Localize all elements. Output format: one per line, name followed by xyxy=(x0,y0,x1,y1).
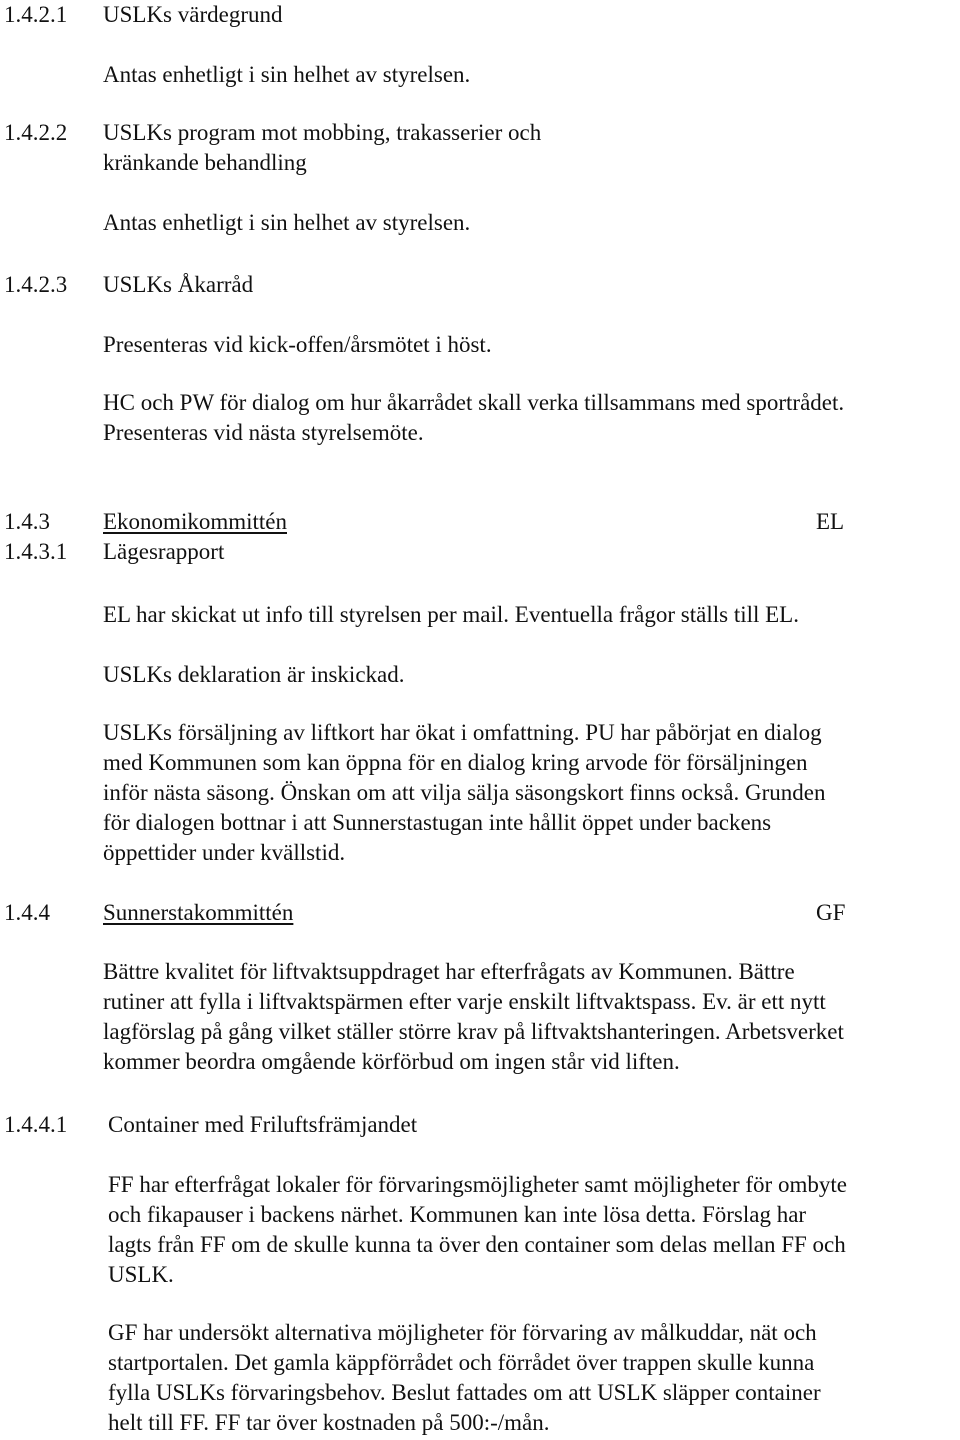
paragraph xyxy=(103,600,953,630)
section-heading: USLKs värdegrund xyxy=(103,2,283,27)
text-line: rutiner att fylla i liftvaktspärmen efter varje enskilt liftvaktspass. Ev. är ett nytt xyxy=(103,989,826,1014)
responsible-initials: EL xyxy=(816,509,845,534)
section-number: 1.4.2.3 xyxy=(4,272,68,297)
text-line: öppettider under kvällstid. xyxy=(103,840,346,865)
text-line: helt till FF. FF tar över kostnaden på 500:-/mån. xyxy=(108,1410,550,1435)
section-number: 1.4.2.1 xyxy=(4,2,68,27)
text-line: kommer beordra omgående körförbud om ingen står vid liften. xyxy=(103,1049,680,1074)
text-line: och fikapauser i backens närhet. Kommunen kan inte lösa detta. Förslag har xyxy=(108,1202,807,1227)
paragraph xyxy=(103,718,953,868)
section-number: 1.4.3 xyxy=(4,509,50,534)
text-line: EL har skickat ut info till styrelsen per mail. Eventuella frågor ställs till EL. xyxy=(103,602,799,627)
paragraph xyxy=(108,1170,958,1290)
text-line: HC och PW för dialog om hur åkarrådet skall verka tillsammans med sportrådet. xyxy=(103,390,845,415)
text-line: GF har undersökt alternativa möjligheter för förvaring av målkuddar, nät och xyxy=(108,1320,817,1345)
text-line: USLK. xyxy=(108,1262,174,1287)
section-heading: USLKs Åkarråd xyxy=(103,272,254,297)
text-line: för dialogen bottnar i att Sunnerstastugan inte hållit öppet under backens xyxy=(103,810,772,835)
text-line: startportalen. Det gamla käppförrådet och förrådet över trappen skulle kunna xyxy=(108,1350,815,1375)
text-line: Bättre kvalitet för liftvaktsuppdraget har efterfrågats av Kommunen. Bättre xyxy=(103,959,795,984)
committee-heading: Ekonomikommittén xyxy=(103,509,287,534)
text-line: Presenteras vid kick-offen/årsmötet i höst. xyxy=(103,332,492,357)
section-heading: USLKs program mot mobbing, trakasserier och xyxy=(103,120,542,145)
committee-heading: Sunnerstakommittén xyxy=(103,900,294,925)
paragraph xyxy=(103,330,953,360)
paragraph xyxy=(103,60,953,90)
text-line: Presenteras vid nästa styrelsemöte. xyxy=(103,420,424,445)
text-line: USLKs deklaration är inskickad. xyxy=(103,662,405,687)
paragraph xyxy=(103,388,953,448)
text-line: Antas enhetligt i sin helhet av styrelsen. xyxy=(103,210,471,235)
section-number: 1.4.4.1 xyxy=(4,1112,68,1137)
section-number: 1.4.2.2 xyxy=(4,120,68,145)
paragraph xyxy=(103,208,953,238)
section-heading: Container med Friluftsfrämjandet xyxy=(108,1112,418,1137)
text-line: Antas enhetligt i sin helhet av styrelsen. xyxy=(103,62,471,87)
text-line: lagförslag på gång vilket ställer större krav på liftvaktshanteringen. Arbetsverket xyxy=(103,1019,844,1044)
paragraph xyxy=(103,660,953,690)
text-line: USLKs försäljning av liftkort har ökat i omfattning. PU har påbörjat en dialog xyxy=(103,720,822,745)
paragraph xyxy=(103,957,953,1077)
section-heading: Lägesrapport xyxy=(103,539,225,564)
text-line: fylla USLKs förvaringsbehov. Beslut fattades om att USLK släpper container xyxy=(108,1380,821,1405)
paragraph xyxy=(108,1318,958,1438)
section-number: 1.4.4 xyxy=(4,900,50,925)
text-line: FF har efterfrågat lokaler för förvaringsmöjligheter samt möjligheter för ombyte xyxy=(108,1172,847,1197)
text-line: lagts från FF om de skulle kunna ta över den container som delas mellan FF och xyxy=(108,1232,846,1257)
text-line: med Kommunen som kan öppna för en dialog kring arvode för försäljningen xyxy=(103,750,808,775)
responsible-initials: GF xyxy=(816,900,846,925)
text-line: inför nästa säsong. Önskan om att vilja sälja säsongskort finns också. Grunden xyxy=(103,780,826,805)
section-heading-continued: kränkande behandling xyxy=(103,150,307,175)
section-number: 1.4.3.1 xyxy=(4,539,68,564)
